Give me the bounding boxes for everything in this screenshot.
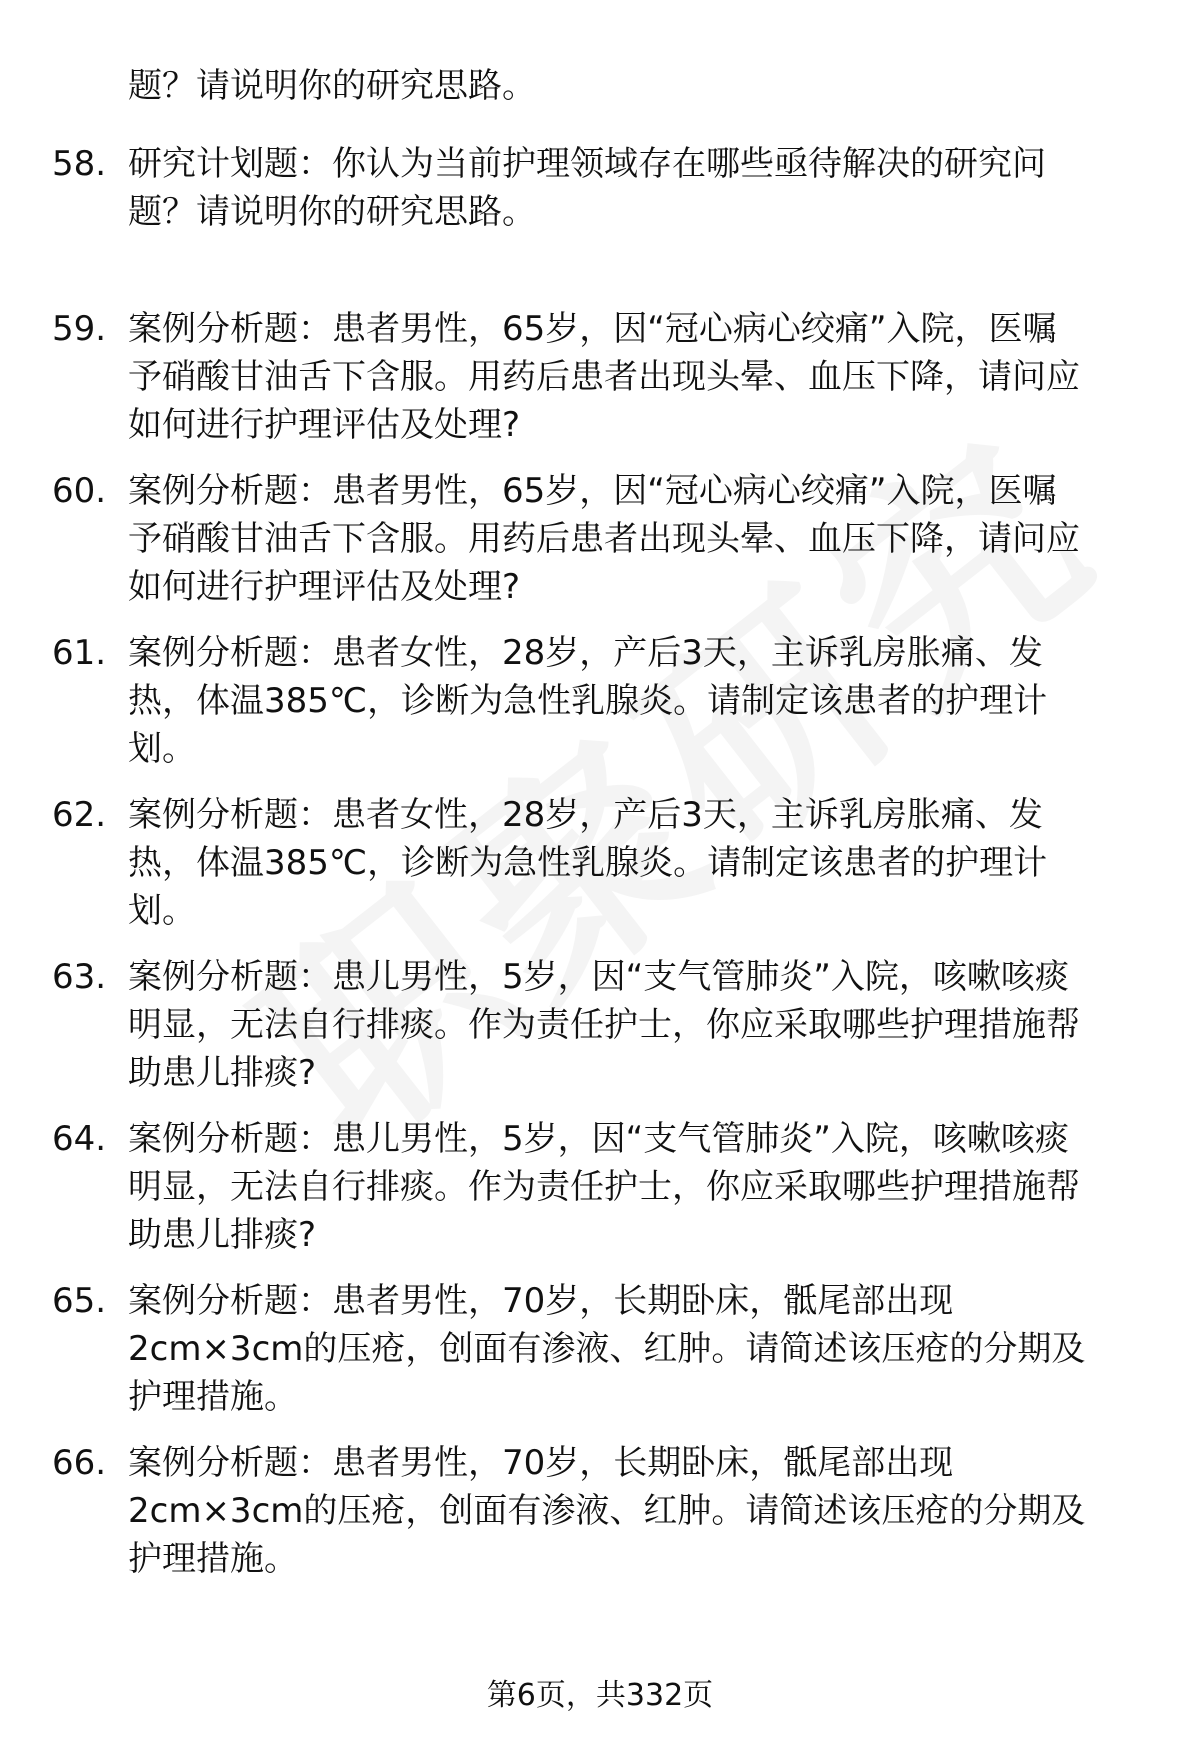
question-line: 案例分析题：患者女性，28岁，产后3天，主诉乳房胀痛、发 xyxy=(128,795,1043,835)
question-text xyxy=(128,140,1173,236)
question-line: 如何进行护理评估及处理? xyxy=(128,405,521,445)
question-number: 63. xyxy=(52,957,107,997)
question-number: 61. xyxy=(52,633,107,673)
question-line: 助患儿排痰? xyxy=(128,1053,317,1093)
question-item xyxy=(0,1277,1200,1457)
question-item xyxy=(0,467,1200,647)
question-item xyxy=(0,791,1200,971)
question-line: 助患儿排痰? xyxy=(128,1215,317,1255)
question-item xyxy=(0,953,1200,1133)
question-text xyxy=(128,791,1173,935)
question-item xyxy=(0,305,1200,485)
question-line: 热，体温385℃，诊断为急性乳腺炎。请制定该患者的护理计 xyxy=(128,843,1048,883)
question-line: 案例分析题：患者男性，65岁，因“冠心病心绞痛”入院，医嘱 xyxy=(128,471,1057,511)
question-line: 护理措施。 xyxy=(128,1539,298,1579)
question-line: 明显，无法自行排痰。作为责任护士，你应采取哪些护理措施帮 xyxy=(128,1167,1080,1207)
continuation-text: 题？请说明你的研究思路。 xyxy=(128,66,536,106)
question-line: 予硝酸甘油舌下含服。用药后患者出现头晕、血压下降，请问应 xyxy=(128,357,1080,397)
question-line: 划。 xyxy=(128,891,196,931)
question-text xyxy=(128,953,1173,1097)
question-line: 予硝酸甘油舌下含服。用药后患者出现头晕、血压下降，请问应 xyxy=(128,519,1080,559)
question-line: 案例分析题：患者女性，28岁，产后3天，主诉乳房胀痛、发 xyxy=(128,633,1043,673)
page-footer: 第6页，共332页 xyxy=(486,1678,714,1713)
question-item xyxy=(0,140,1200,320)
question-number: 59. xyxy=(52,309,107,349)
question-number: 58. xyxy=(52,144,107,184)
question-line: 案例分析题：患者男性，65岁，因“冠心病心绞痛”入院，医嘱 xyxy=(128,309,1057,349)
question-line: 题？请说明你的研究思路。 xyxy=(128,192,536,232)
question-line: 如何进行护理评估及处理? xyxy=(128,567,521,607)
question-line: 护理措施。 xyxy=(128,1377,298,1417)
question-text xyxy=(128,1277,1173,1421)
question-text xyxy=(128,1115,1173,1259)
question-line: 案例分析题：患儿男性，5岁，因“支气管肺炎”入院，咳嗽咳痰 xyxy=(128,957,1069,997)
question-text xyxy=(128,305,1173,449)
question-number: 65. xyxy=(52,1281,107,1321)
question-text xyxy=(128,467,1173,611)
question-text xyxy=(128,629,1173,773)
question-text xyxy=(128,1439,1173,1583)
question-item xyxy=(0,1439,1200,1619)
question-item xyxy=(0,1115,1200,1295)
question-line: 2cm×3cm的压疮，创面有渗液、红肿。请简述该压疮的分期及 xyxy=(128,1329,1086,1369)
question-line: 2cm×3cm的压疮，创面有渗液、红肿。请简述该压疮的分期及 xyxy=(128,1491,1086,1531)
question-line: 案例分析题：患者男性，70岁，长期卧床，骶尾部出现 xyxy=(128,1443,954,1483)
question-line: 案例分析题：患儿男性，5岁，因“支气管肺炎”入院，咳嗽咳痰 xyxy=(128,1119,1069,1159)
question-line: 划。 xyxy=(128,729,196,769)
question-number: 60. xyxy=(52,471,107,511)
question-line: 热，体温385℃，诊断为急性乳腺炎。请制定该患者的护理计 xyxy=(128,681,1048,721)
question-item xyxy=(0,629,1200,809)
question-line: 明显，无法自行排痰。作为责任护士，你应采取哪些护理措施帮 xyxy=(128,1005,1080,1045)
question-line: 研究计划题：你认为当前护理领域存在哪些亟待解决的研究问 xyxy=(128,144,1046,184)
question-number: 64. xyxy=(52,1119,107,1159)
question-number: 62. xyxy=(52,795,107,835)
question-line: 案例分析题：患者男性，70岁，长期卧床，骶尾部出现 xyxy=(128,1281,954,1321)
question-number: 66. xyxy=(52,1443,107,1483)
